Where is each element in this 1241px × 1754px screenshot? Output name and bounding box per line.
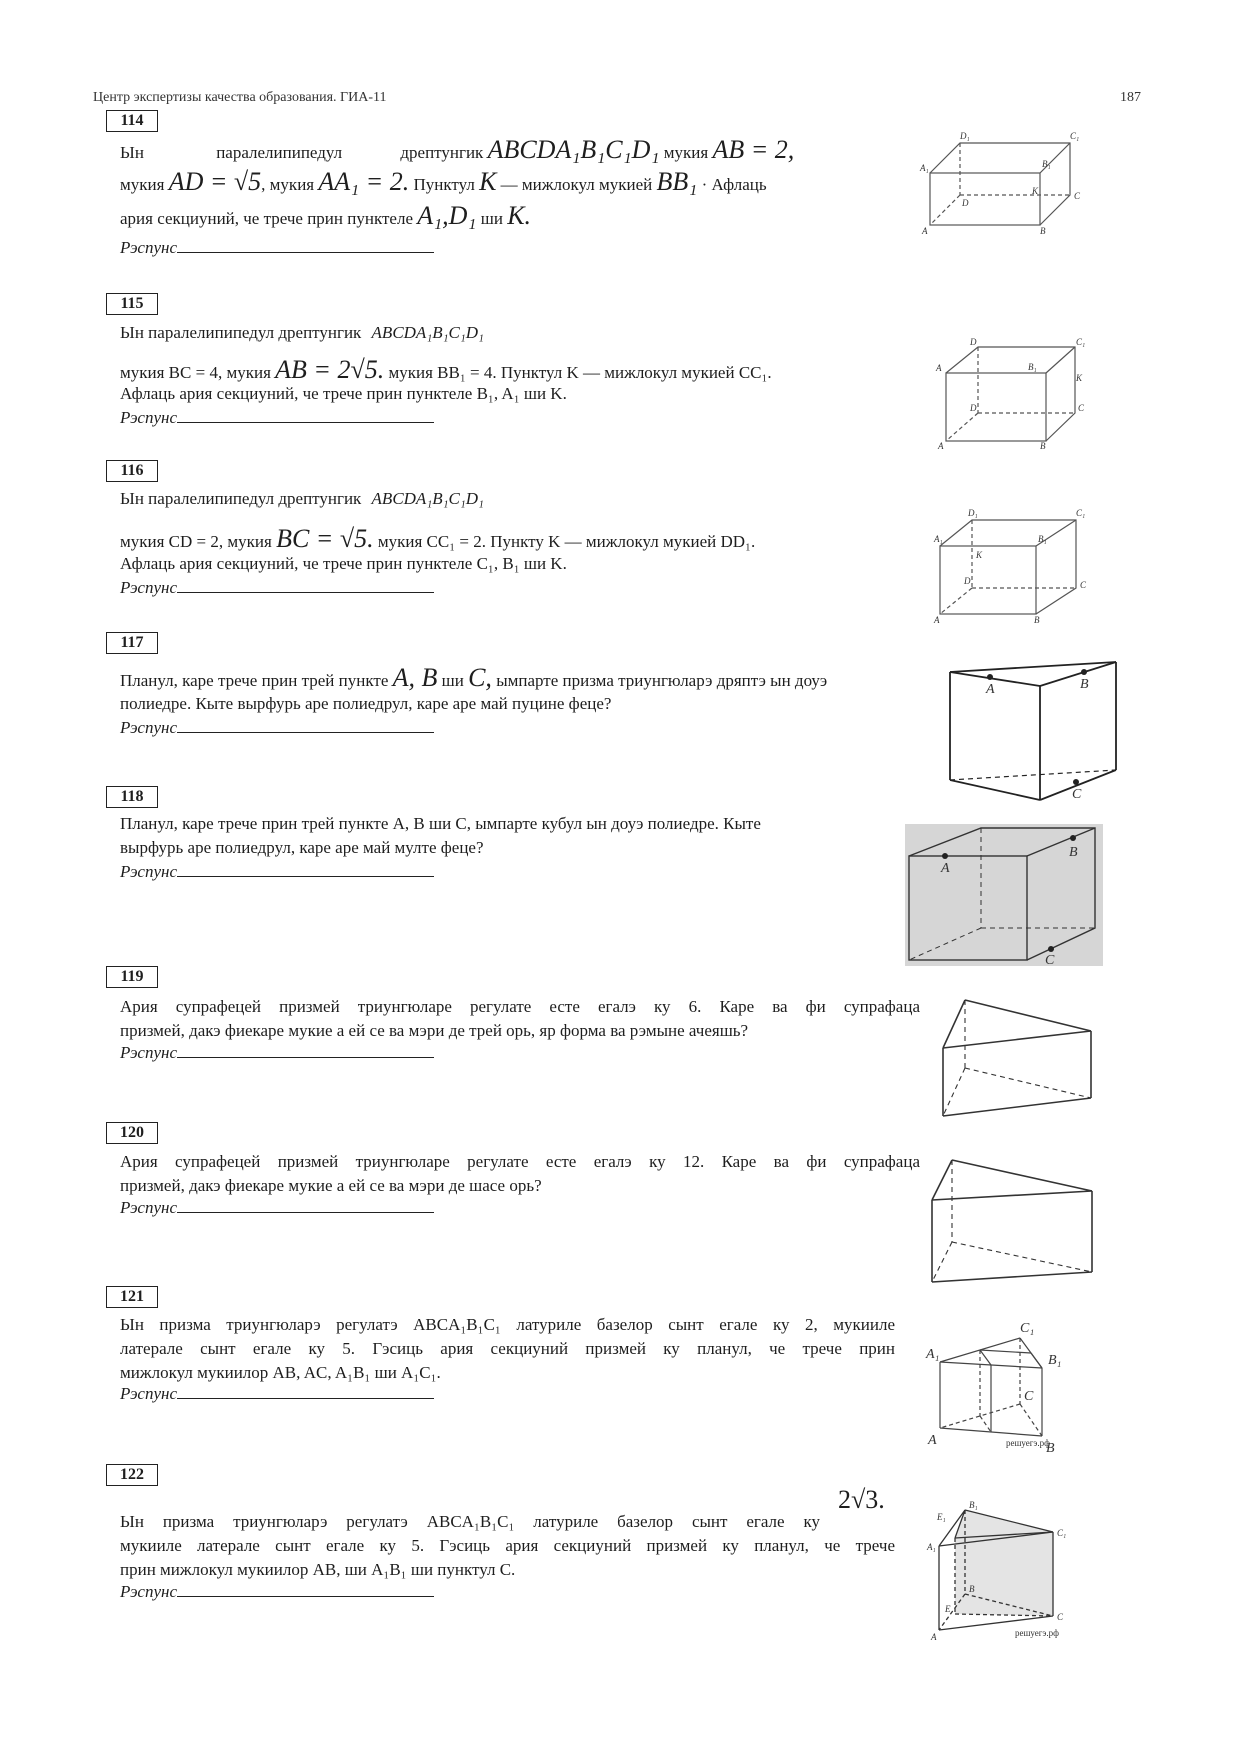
figure-label: B	[1080, 677, 1089, 692]
answer-input[interactable]	[177, 578, 434, 593]
figure-box-114	[920, 130, 1080, 240]
figure-label: D₁	[960, 131, 970, 141]
figure-label: B	[1069, 845, 1078, 860]
figure-label: A₁	[934, 534, 943, 544]
problem-number: 120	[106, 1122, 158, 1144]
figure-label: D	[970, 337, 977, 347]
problem-text-line: Афлаць ария секциуний, че трече прин пунктеле C₁, B₁ ши K.	[120, 554, 567, 573]
problem-text-line: Планул, каре трече прин трей пункте A, B ши C, ымпарте призма триунгюларэ дряптэ ын доуэ	[120, 663, 828, 692]
figure-label: B₁	[1042, 159, 1051, 169]
figure-label: K	[1032, 186, 1039, 196]
figure-label: B₁	[1048, 1353, 1062, 1368]
math-expression: C,	[468, 663, 492, 692]
figure-label: B₁	[969, 1500, 978, 1510]
problem-text-line: Планул, каре трече прин трей пункте A, B ши C, ымпарте кубул ын доуэ полиедре. Кыте	[120, 814, 761, 833]
answer-row: Рэспунс	[120, 238, 434, 258]
watermark: решуегэ.рф	[1006, 1438, 1050, 1448]
math-expression: BB₁	[656, 167, 698, 196]
figure-label: B	[969, 1584, 975, 1594]
answer-input[interactable]	[177, 1384, 434, 1399]
answer-row: Рэспунс	[120, 1043, 434, 1063]
figure-label: A	[931, 1632, 937, 1642]
figure-prism-121	[920, 1318, 1090, 1454]
figure-label: B	[1046, 1441, 1055, 1456]
figure-label: C₁	[1076, 337, 1086, 347]
problem-text-line: полиедре. Кыте вырфурь аре полиедрул, каре аре май пуцине феце?	[120, 694, 612, 713]
answer-row: Рэспунс	[120, 1582, 434, 1602]
math-expression: K.	[507, 201, 532, 230]
figure-label: D	[964, 576, 971, 586]
math-expression: AB = 2,	[712, 135, 795, 164]
problem-text-line: Ын призма триунгюларэ регулатэ ABCA₁B₁C₁ латуриле базелор сынт егале ку 2√3.	[120, 1485, 885, 1531]
figure-label: C	[1045, 953, 1055, 968]
answer-input[interactable]	[177, 718, 434, 733]
answer-input[interactable]	[177, 1043, 434, 1058]
figure-label: C₁	[1076, 508, 1086, 518]
figure-label: A	[938, 441, 944, 451]
math-expression: A₁,D₁	[417, 201, 477, 230]
figure-label: A	[986, 682, 995, 697]
problem-text-line: призмей, дакэ фиекаре мукие а ей се ва мэри де шасе орь?	[120, 1176, 542, 1195]
math-expression: K	[479, 167, 497, 196]
math-expression: ABCDA₁B₁C₁D₁	[487, 135, 660, 164]
figure-cube-118	[905, 824, 1103, 966]
problem-text-line: призмей, дакэ фиекаре мукие а ей се ва мэри де трей орь, яр форма ва рэмыне ачеяшь?	[120, 1021, 749, 1040]
page-number: 187	[1120, 90, 1141, 105]
figure-label: D	[962, 198, 969, 208]
figure-label: A₁	[927, 1542, 936, 1552]
math-expression: AD = √5	[168, 167, 262, 196]
header-title: Центр экспертизы качества образования. ГИА-11	[93, 90, 387, 105]
figure-label: D	[970, 403, 977, 413]
problem-number: 115	[106, 293, 158, 315]
answer-input[interactable]	[177, 1582, 434, 1597]
figure-label: B₁	[1028, 362, 1037, 372]
problem-text-line: вырфурь аре полиедрул, каре аре май мулте феце?	[120, 838, 484, 857]
problem-text-line: Ын паралелипипедул дрептунгик ABCDA₁B₁C₁D₁ мукия AB = 2,	[120, 135, 795, 164]
figure-label: E₁	[937, 1512, 946, 1522]
problem-text-line: мижлокул мукиилор AB, AC, A₁B₁ ши A₁C₁.	[120, 1363, 441, 1382]
answer-input[interactable]	[177, 1198, 434, 1213]
math-expression: AA₁ = 2.	[318, 167, 410, 196]
figure-box-116	[930, 508, 1090, 625]
answer-input[interactable]	[177, 408, 434, 423]
problem-text-line: Ария супрафецей призмей триунгюларе регулате есте егалэ ку 12. Каре ва фи супрафаца	[120, 1152, 920, 1171]
figure-label: K	[1076, 373, 1083, 383]
figure-label: A	[922, 226, 928, 236]
figure-prism-120	[928, 1156, 1098, 1288]
problem-text-line: мукия AD = √5, мукия AA₁ = 2. Пунктул K — мижлокул мукией BB₁ · Афлаць	[120, 167, 767, 196]
problem-text-line: латерале сынт егале ку 5. Гэсиць ария секциуний призмей ку планул, че трече прин	[120, 1339, 895, 1358]
figure-label: B	[1040, 441, 1046, 451]
figure-label: C	[1024, 1389, 1034, 1404]
figure-label: B	[1040, 226, 1046, 236]
figure-label: K	[976, 550, 983, 560]
figure-label: A₁	[920, 163, 929, 173]
figure-label: A	[934, 615, 940, 625]
problem-number: 119	[106, 966, 158, 988]
problem-number: 122	[106, 1464, 158, 1486]
answer-row: Рэспунс	[120, 718, 434, 738]
figure-box-115	[930, 337, 1090, 452]
problem-text-line: мукииле латерале сынт егале ку 5. Гэсиць ария секциуний призмей ку планул, че трече	[120, 1536, 895, 1555]
figure-prism-117	[948, 660, 1118, 810]
math-expression: A, B	[392, 663, 438, 692]
answer-input[interactable]	[177, 238, 434, 253]
figure-label: A	[928, 1433, 937, 1448]
figure-label: C	[1080, 580, 1087, 590]
problem-text-line: Ын паралелипипедул дрептунгик ABCDA₁B₁C₁D₁	[120, 489, 484, 508]
figure-label: E	[945, 1604, 951, 1614]
figure-prism-119	[935, 996, 1095, 1122]
problem-text-line: мукия CD = 2, мукия BC = √5. мукия CC₁ = 2. Пункту K — мижлокул мукией DD₁.	[120, 524, 756, 553]
problem-text-line: Афлаць ария секциуний, че трече прин пунктеле B₁, A₁ ши K.	[120, 384, 567, 403]
answer-row: Рэспунс	[120, 578, 434, 598]
math-expression: AB = 2√5.	[275, 355, 385, 384]
figure-label: C₁	[1020, 1321, 1035, 1336]
figure-label: C	[1057, 1612, 1064, 1622]
problem-text-line: мукия BC = 4, мукия AB = 2√5. мукия BB₁ = 4. Пунктул K — мижлокул мукией CC₁.	[120, 355, 772, 384]
answer-row: Рэспунс	[120, 1198, 434, 1218]
figure-label: C	[1074, 191, 1081, 201]
problem-number: 117	[106, 632, 158, 654]
math-expression: 2√3.	[838, 1485, 885, 1514]
figure-label: C₁	[1070, 131, 1080, 141]
figure-label: C	[1072, 787, 1082, 802]
problem-number: 118	[106, 786, 158, 808]
figure-label: C₁	[1057, 1528, 1067, 1538]
problem-number: 116	[106, 460, 158, 482]
figure-label: B₁	[1038, 534, 1047, 544]
answer-row: Рэспунс	[120, 862, 434, 882]
figure-label: D₁	[968, 508, 978, 518]
problem-number: 114	[106, 110, 158, 132]
answer-row: Рэспунс	[120, 1384, 434, 1404]
problem-text-line: ария секциуний, че трече прин пунктеле A₁,D₁ ши K.	[120, 201, 532, 230]
watermark: решуегэ.рф	[1015, 1628, 1059, 1638]
figure-label: A₁	[926, 1347, 940, 1362]
problem-text-line: Ын призма триунгюларэ регулатэ ABCA₁B₁C₁ латуриле базелор сынт егале ку 2, мукииле	[120, 1315, 895, 1334]
figure-label: C	[1078, 403, 1085, 413]
figure-label: B	[1034, 615, 1040, 625]
problem-text-line: Ария супрафецей призмей триунгюларе регулате есте егалэ ку 6. Каре ва фи супрафаца	[120, 997, 920, 1016]
answer-input[interactable]	[177, 862, 434, 877]
figure-label: A	[936, 363, 942, 373]
problem-number: 121	[106, 1286, 158, 1308]
math-expression: BC = √5.	[276, 524, 374, 553]
problem-text-line: Ын паралелипипедул дрептунгик ABCDA₁B₁C₁D₁	[120, 323, 484, 342]
figure-prism-122	[925, 1500, 1095, 1650]
figure-label: A	[941, 861, 950, 876]
problem-text-line: прин мижлокул мукиилор AB, ши A₁B₁ ши пунктул C.	[120, 1560, 516, 1579]
answer-row: Рэспунс	[120, 408, 434, 428]
